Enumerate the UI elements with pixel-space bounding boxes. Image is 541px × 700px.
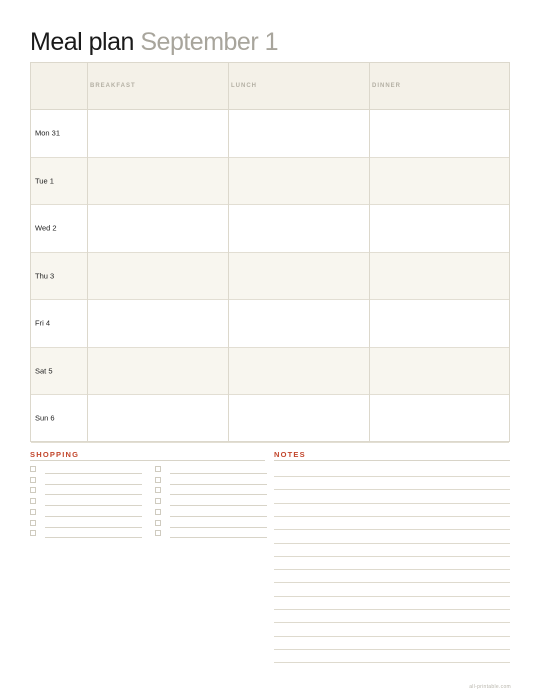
notes-title: NOTES — [274, 450, 306, 459]
note-line — [274, 582, 510, 583]
write-line — [170, 484, 267, 485]
day-label: Mon 31 — [35, 128, 61, 138]
write-line — [45, 505, 142, 506]
table-row — [31, 300, 509, 348]
title-main: Meal plan — [30, 28, 134, 56]
column-header-dinner: DINNER — [372, 83, 402, 89]
note-line — [274, 529, 510, 530]
write-line — [45, 537, 142, 538]
write-line — [170, 505, 267, 506]
notes-rule — [274, 460, 510, 461]
write-line — [45, 473, 142, 474]
write-line — [170, 494, 267, 495]
note-line — [274, 649, 510, 650]
checkbox[interactable] — [30, 477, 36, 483]
checkbox[interactable] — [155, 498, 161, 504]
table-row — [31, 395, 509, 443]
note-line — [274, 596, 510, 597]
checkbox[interactable] — [155, 520, 161, 526]
day-label: Tue 1 — [35, 176, 54, 186]
checkbox[interactable] — [30, 487, 36, 493]
note-line — [274, 636, 510, 637]
checkbox[interactable] — [155, 466, 161, 472]
note-line — [274, 662, 510, 663]
column-divider — [369, 63, 370, 441]
write-line — [45, 484, 142, 485]
note-line — [274, 489, 510, 490]
write-line — [45, 494, 142, 495]
column-header-breakfast: BREAKFAST — [90, 83, 136, 89]
shopping-rule — [30, 460, 265, 461]
write-line — [170, 516, 267, 517]
write-line — [45, 527, 142, 528]
note-line — [274, 543, 510, 544]
checkbox[interactable] — [155, 530, 161, 536]
day-label: Sun 6 — [35, 413, 55, 423]
column-divider — [228, 63, 229, 441]
page-title — [30, 28, 278, 57]
table-row — [31, 348, 509, 396]
day-label: Thu 3 — [35, 271, 55, 281]
checkbox[interactable] — [30, 498, 36, 504]
checkbox[interactable] — [155, 477, 161, 483]
footer-credit: all-printable.com — [469, 684, 511, 690]
checkbox[interactable] — [30, 530, 36, 536]
table-row — [31, 110, 509, 158]
checkbox[interactable] — [155, 509, 161, 515]
note-line — [274, 503, 510, 504]
note-line — [274, 622, 510, 623]
checkbox[interactable] — [30, 520, 36, 526]
table-row — [31, 205, 509, 253]
column-divider — [87, 63, 88, 441]
checkbox[interactable] — [155, 487, 161, 493]
table-row — [31, 158, 509, 206]
day-label: Wed 2 — [35, 223, 57, 233]
day-label: Sat 5 — [35, 366, 53, 376]
note-line — [274, 609, 510, 610]
day-label: Fri 4 — [35, 318, 50, 328]
note-line — [274, 556, 510, 557]
checkbox[interactable] — [30, 509, 36, 515]
write-line — [45, 516, 142, 517]
note-line — [274, 516, 510, 517]
column-header-lunch: LUNCH — [231, 83, 257, 89]
note-line — [274, 476, 510, 477]
title-date: September 1 — [140, 28, 278, 56]
table-row — [31, 253, 509, 301]
note-line — [274, 569, 510, 570]
meal-plan-table — [30, 62, 510, 442]
write-line — [170, 527, 267, 528]
write-line — [170, 473, 267, 474]
table-header — [31, 63, 509, 110]
checkbox[interactable] — [30, 466, 36, 472]
shopping-title: SHOPPING — [30, 450, 80, 459]
write-line — [170, 537, 267, 538]
